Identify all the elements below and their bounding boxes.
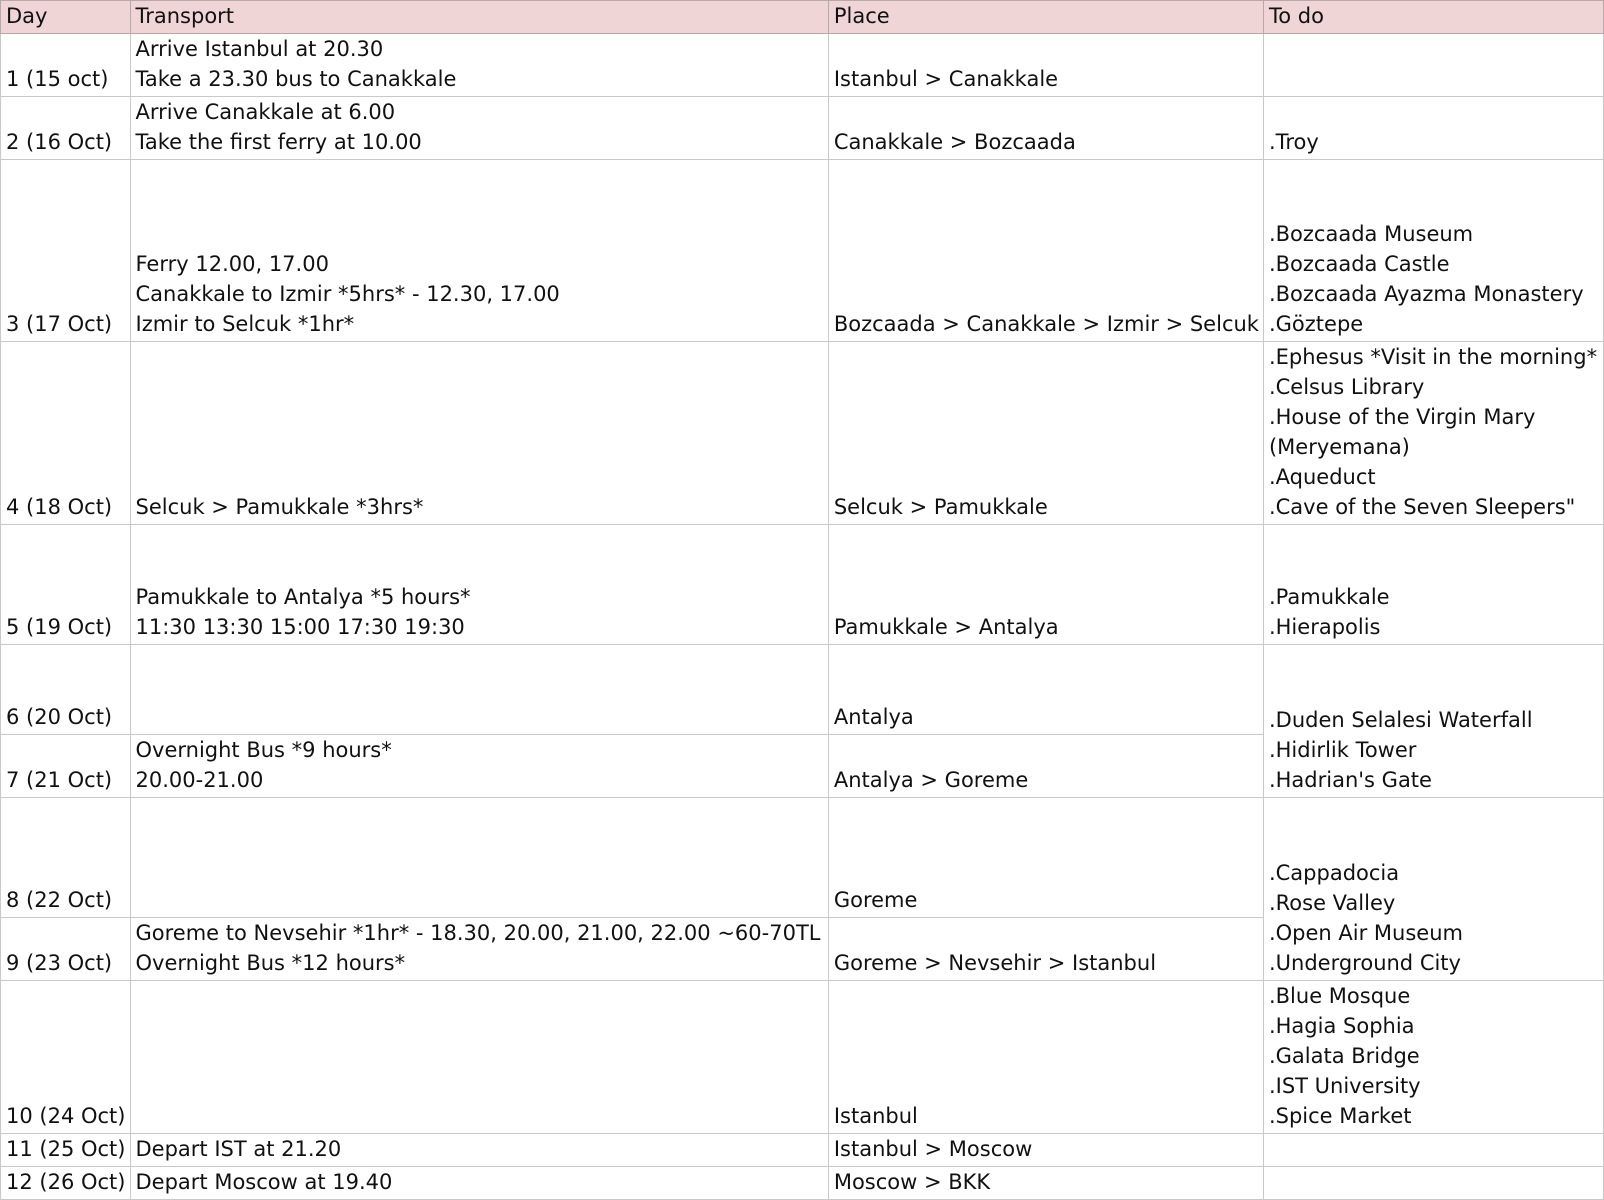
- header-transport[interactable]: Transport: [130, 1, 828, 34]
- todo-cell[interactable]: [1263, 34, 1603, 97]
- todo-item: .Galata Bridge: [1268, 1044, 1420, 1068]
- transport-cell[interactable]: [130, 1134, 828, 1167]
- table-row: [1, 34, 1604, 97]
- todo-cell[interactable]: [1263, 798, 1603, 981]
- todo-cell[interactable]: [1263, 525, 1603, 645]
- table-row: [1, 160, 1604, 342]
- transport-line: Take the first ferry at 10.00: [135, 130, 422, 154]
- transport-line: Overnight Bus *12 hours*: [135, 951, 406, 975]
- day-cell[interactable]: 3 (17 Oct): [1, 160, 131, 342]
- todo-item: .House of the Virgin Mary: [1268, 405, 1536, 429]
- todo-item: .Bozcaada Museum: [1268, 222, 1474, 246]
- day-cell[interactable]: 9 (23 Oct): [1, 918, 131, 981]
- todo-item: .Göztepe: [1268, 312, 1364, 336]
- table-row: [1, 645, 1604, 735]
- transport-cell[interactable]: [130, 645, 828, 735]
- transport-cell[interactable]: [130, 798, 828, 918]
- day-cell[interactable]: 1 (15 oct): [1, 34, 131, 97]
- transport-line: Depart IST at 21.20: [135, 1137, 342, 1161]
- day-cell[interactable]: 10 (24 Oct): [1, 981, 131, 1134]
- place-cell[interactable]: Pamukkale > Antalya: [828, 525, 1263, 645]
- todo-cell[interactable]: [1263, 1134, 1603, 1167]
- day-cell[interactable]: 11 (25 Oct): [1, 1134, 131, 1167]
- transport-line: Ferry 12.00, 17.00: [135, 252, 329, 276]
- todo-item: .Duden Selalesi Waterfall: [1268, 708, 1533, 732]
- todo-item: .Hidirlik Tower: [1268, 738, 1417, 762]
- place-cell[interactable]: Antalya > Goreme: [828, 735, 1263, 798]
- table-row: [1, 981, 1604, 1134]
- table-row: [1, 798, 1604, 918]
- transport-cell[interactable]: [130, 918, 828, 981]
- todo-item: .Hagia Sophia: [1268, 1014, 1415, 1038]
- todo-cell[interactable]: [1263, 97, 1603, 160]
- transport-line: Izmir to Selcuk *1hr*: [135, 312, 355, 336]
- table-row: [1, 97, 1604, 160]
- todo-item: .Blue Mosque: [1268, 984, 1411, 1008]
- day-cell[interactable]: 5 (19 Oct): [1, 525, 131, 645]
- todo-item: .Hierapolis: [1268, 615, 1381, 639]
- place-cell[interactable]: Goreme: [828, 798, 1263, 918]
- table-row: [1, 342, 1604, 525]
- transport-cell[interactable]: [130, 34, 828, 97]
- header-day[interactable]: Day: [1, 1, 131, 34]
- todo-cell[interactable]: [1263, 1167, 1603, 1200]
- transport-cell[interactable]: [130, 97, 828, 160]
- day-cell[interactable]: 6 (20 Oct): [1, 645, 131, 735]
- place-cell[interactable]: Selcuk > Pamukkale: [828, 342, 1263, 525]
- transport-line: Depart Moscow at 19.40: [135, 1170, 393, 1194]
- table-row: [1, 1134, 1604, 1167]
- transport-line: 20.00-21.00: [135, 768, 264, 792]
- place-cell[interactable]: Antalya: [828, 645, 1263, 735]
- transport-line: Overnight Bus *9 hours*: [135, 738, 392, 762]
- todo-item: .Cave of the Seven Sleepers": [1268, 495, 1576, 519]
- todo-item: .Bozcaada Ayazma Monastery: [1268, 282, 1584, 306]
- transport-cell[interactable]: [130, 981, 828, 1134]
- transport-cell[interactable]: [130, 525, 828, 645]
- transport-cell[interactable]: [130, 735, 828, 798]
- transport-line: Pamukkale to Antalya *5 hours*: [135, 585, 471, 609]
- todo-item: .IST University: [1268, 1074, 1421, 1098]
- todo-item: .Troy: [1268, 130, 1319, 154]
- todo-item: .Ephesus *Visit in the morning*: [1268, 345, 1598, 369]
- todo-cell[interactable]: [1263, 645, 1603, 798]
- todo-cell[interactable]: [1263, 160, 1603, 342]
- place-cell[interactable]: Istanbul > Moscow: [828, 1134, 1263, 1167]
- todo-item: .Hadrian's Gate: [1268, 768, 1432, 792]
- place-cell[interactable]: Moscow > BKK: [828, 1167, 1263, 1200]
- todo-item: .Aqueduct: [1268, 465, 1376, 489]
- day-cell[interactable]: 12 (26 Oct): [1, 1167, 131, 1200]
- place-cell[interactable]: Goreme > Nevsehir > Istanbul: [828, 918, 1263, 981]
- day-cell[interactable]: 2 (16 Oct): [1, 97, 131, 160]
- todo-item: .Bozcaada Castle: [1268, 252, 1450, 276]
- header-place[interactable]: Place: [828, 1, 1263, 34]
- place-cell[interactable]: Istanbul: [828, 981, 1263, 1134]
- transport-cell[interactable]: [130, 1167, 828, 1200]
- place-cell[interactable]: Canakkale > Bozcaada: [828, 97, 1263, 160]
- day-cell[interactable]: 4 (18 Oct): [1, 342, 131, 525]
- day-cell[interactable]: 7 (21 Oct): [1, 735, 131, 798]
- transport-line: Canakkale to Izmir *5hrs* - 12.30, 17.00: [135, 282, 560, 306]
- day-cell[interactable]: 8 (22 Oct): [1, 798, 131, 918]
- header-row: [1, 1, 1604, 34]
- todo-cell[interactable]: [1263, 342, 1603, 525]
- transport-line: Arrive Canakkale at 6.00: [135, 100, 396, 124]
- todo-item: (Meryemana): [1268, 435, 1410, 459]
- todo-item: .Pamukkale: [1268, 585, 1390, 609]
- transport-cell[interactable]: [130, 342, 828, 525]
- todo-item: .Open Air Museum: [1268, 921, 1463, 945]
- todo-item: .Rose Valley: [1268, 891, 1396, 915]
- todo-item: .Cappadocia: [1268, 861, 1400, 885]
- transport-line: Goreme to Nevsehir *1hr* - 18.30, 20.00, 21.00, 22.00 ~60-70TL: [135, 921, 821, 945]
- place-cell[interactable]: Bozcaada > Canakkale > Izmir > Selcuk: [828, 160, 1263, 342]
- transport-line: Selcuk > Pamukkale *3hrs*: [135, 495, 424, 519]
- transport-line: 11:30 13:30 15:00 17:30 19:30: [135, 615, 465, 639]
- table-row: [1, 1167, 1604, 1200]
- place-cell[interactable]: Istanbul > Canakkale: [828, 34, 1263, 97]
- todo-cell[interactable]: [1263, 981, 1603, 1134]
- table-row: [1, 525, 1604, 645]
- transport-line: Take a 23.30 bus to Canakkale: [135, 67, 457, 91]
- header-todo[interactable]: To do: [1263, 1, 1603, 34]
- transport-line: Arrive Istanbul at 20.30: [135, 37, 384, 61]
- transport-cell[interactable]: [130, 160, 828, 342]
- todo-item: .Spice Market: [1268, 1104, 1412, 1128]
- todo-item: .Underground City: [1268, 951, 1461, 975]
- todo-item: .Celsus Library: [1268, 375, 1425, 399]
